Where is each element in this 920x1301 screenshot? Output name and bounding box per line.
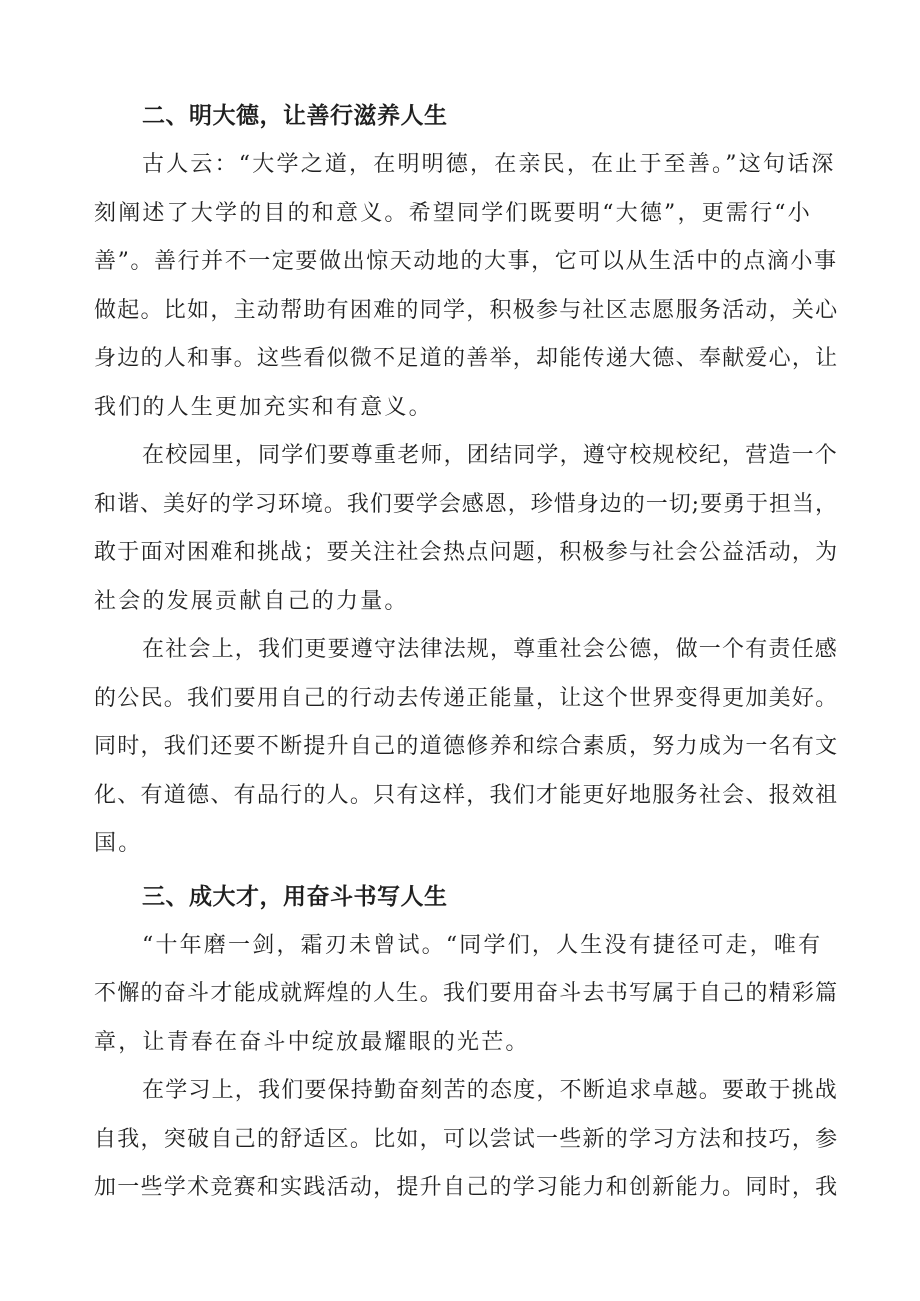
text-line: 在校园里，同学们要尊重老师，团结同学，遵守校规校纪，营造一个 <box>142 443 839 468</box>
text-line: 在社会上，我们更要遵守法律法规，尊重社会公德，做一个有责任感 <box>142 637 839 662</box>
text-line: 我们的人生更加充实和有意义。 <box>94 394 433 420</box>
text-line: 社会的发展贡献自己的力量。 <box>94 588 409 614</box>
section-heading: 二、明大德，让善行滋养人生 <box>142 103 448 129</box>
text-line: 章，让青春在奋斗中绽放最耀眼的光芒。 <box>94 1029 530 1055</box>
text-line: “十年磨一剑，霜刃未曾试。“同学们，人生没有捷径可走，唯有 <box>142 932 823 958</box>
text-line: 不懈的奋斗才能成就辉煌的人生。我们要用奋斗去书写属于自己的精彩篇 <box>94 981 839 1006</box>
text-line: 身边的人和事。这些看似微不足道的善举，却能传递大德、奉献爱心，让 <box>94 346 839 371</box>
text-line: 的公民。我们要用自己的行动去传递正能量，让这个世界变得更加美好。 <box>94 685 839 711</box>
text-line: 善”。善行并不一定要做出惊天动地的大事，它可以从生活中的点滴小事 <box>94 249 838 274</box>
text-line: 加一些学术竞赛和实践活动，提升自己的学习能力和创新能力。同时，我 <box>94 1175 839 1200</box>
paragraph <box>94 432 838 626</box>
section-cheng-da-cai <box>94 873 838 1213</box>
section-heading: 三、成大才，用奋斗书写人生 <box>142 883 448 910</box>
text-line: 在学习上，我们要保持勤奋刻苦的态度，不断追求卓越。要敢于挑战 <box>142 1078 839 1103</box>
text-line: 古人云：“大学之道，在明明德，在亲民，在止于至善。”这句话深 <box>142 152 836 177</box>
paragraph <box>94 922 838 1068</box>
text-line: 做起。比如，主动帮助有困难的同学，积极参与社区志愿服务活动，关心 <box>94 297 839 323</box>
text-line: 自我，突破自己的舒适区。比如，可以尝试一些新的学习方法和技巧，参 <box>94 1126 839 1152</box>
paragraph <box>94 1067 838 1213</box>
text-line: 敢于面对困难和挑战；要关注社会热点问题，积极参与社会公益活动，为 <box>94 540 839 565</box>
document-body <box>94 92 838 1213</box>
text-line: 国。 <box>94 831 143 856</box>
text-line: 同时，我们还要不断提升自己的道德修养和综合素质，努力成为一名有文 <box>94 734 839 759</box>
text-line: 化、有道德、有品行的人。只有这样，我们才能更好地服务社会、报效祖 <box>94 782 839 808</box>
text-line: 刻阐述了大学的目的和意义。希望同学们既要明“大德”，更需行“小 <box>94 200 812 226</box>
paragraph <box>94 141 838 432</box>
text-line: 和谐、美好的学习环境。我们要学会感恩，珍惜身边的一切;要勇于担当， <box>94 491 839 517</box>
paragraph <box>94 626 838 869</box>
section-ming-da-de <box>94 92 838 869</box>
